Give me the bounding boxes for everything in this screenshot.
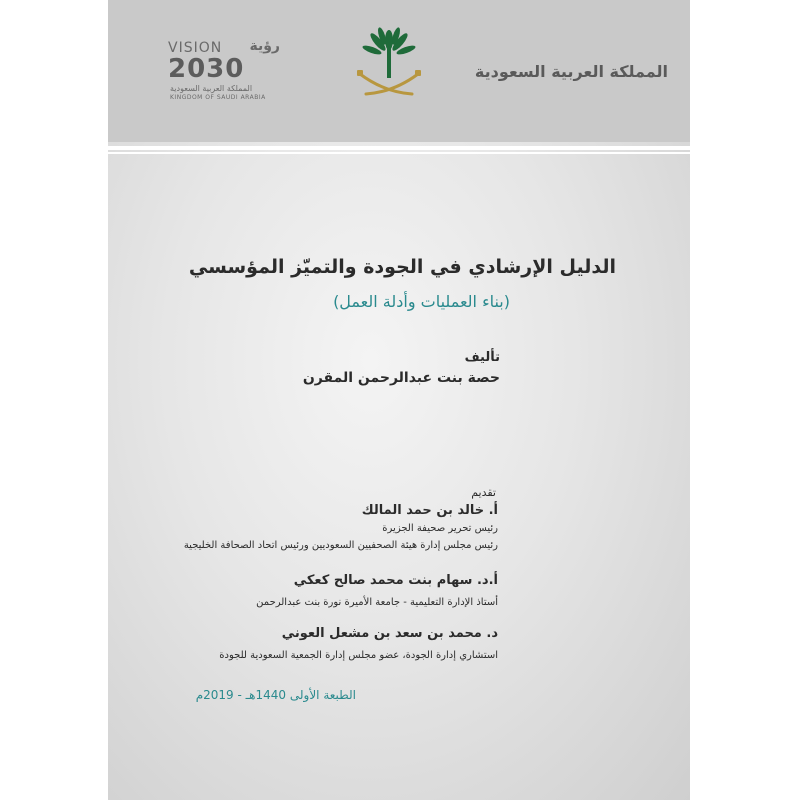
palm-swords-emblem-icon — [354, 26, 424, 104]
presenter-name: أ.د. سهام بنت محمد صالح كعكي — [293, 573, 498, 588]
presenter-role: رئيس مجلس إدارة هيئة الصحفيين السعوديين ورئيس اتحاد الصحافة الخليجية — [183, 540, 498, 551]
book-cover — [108, 0, 690, 800]
author-name: حصة بنت عبدالرحمن المقرن — [302, 370, 500, 386]
vision-year: 2030 — [168, 54, 245, 84]
vision-word-ar: رؤية — [249, 38, 280, 54]
presenter-name: د. محمد بن سعد بن مشعل العوني — [281, 626, 498, 641]
divider-rule — [108, 146, 690, 150]
introduction-label: تقديم — [471, 486, 496, 499]
divider-rule-thin — [108, 152, 690, 154]
vision-sub-en: KINGDOM OF SAUDI ARABIA — [170, 94, 266, 101]
cover-header — [108, 0, 690, 142]
kingdom-name: المملكة العربية السعودية — [474, 62, 668, 81]
author-label: تأليف — [464, 350, 500, 365]
presenter-role: استشاري إدارة الجودة، عضو مجلس إدارة الجمعية السعودية للجودة — [219, 650, 498, 661]
presenter-name: أ. خالد بن حمد المالك — [361, 503, 498, 518]
vision-sub-ar: المملكة العربية السعودية — [170, 84, 253, 93]
book-title: الدليل الإرشادي في الجودة والتميّز المؤسسي — [188, 256, 616, 278]
book-subtitle: (بناء العمليات وأدلة العمل) — [333, 292, 510, 311]
presenter-role: أستاذ الإدارة التعليمية - جامعة الأميرة نورة بنت عبدالرحمن — [256, 597, 498, 608]
vision-2030-logo — [164, 40, 284, 104]
edition-info: الطبعة الأولى 1440هـ - 2019م — [195, 688, 356, 702]
vision-word-en: VISION — [168, 40, 223, 56]
presenter-role: رئيس تحرير صحيفة الجزيرة — [382, 523, 498, 534]
